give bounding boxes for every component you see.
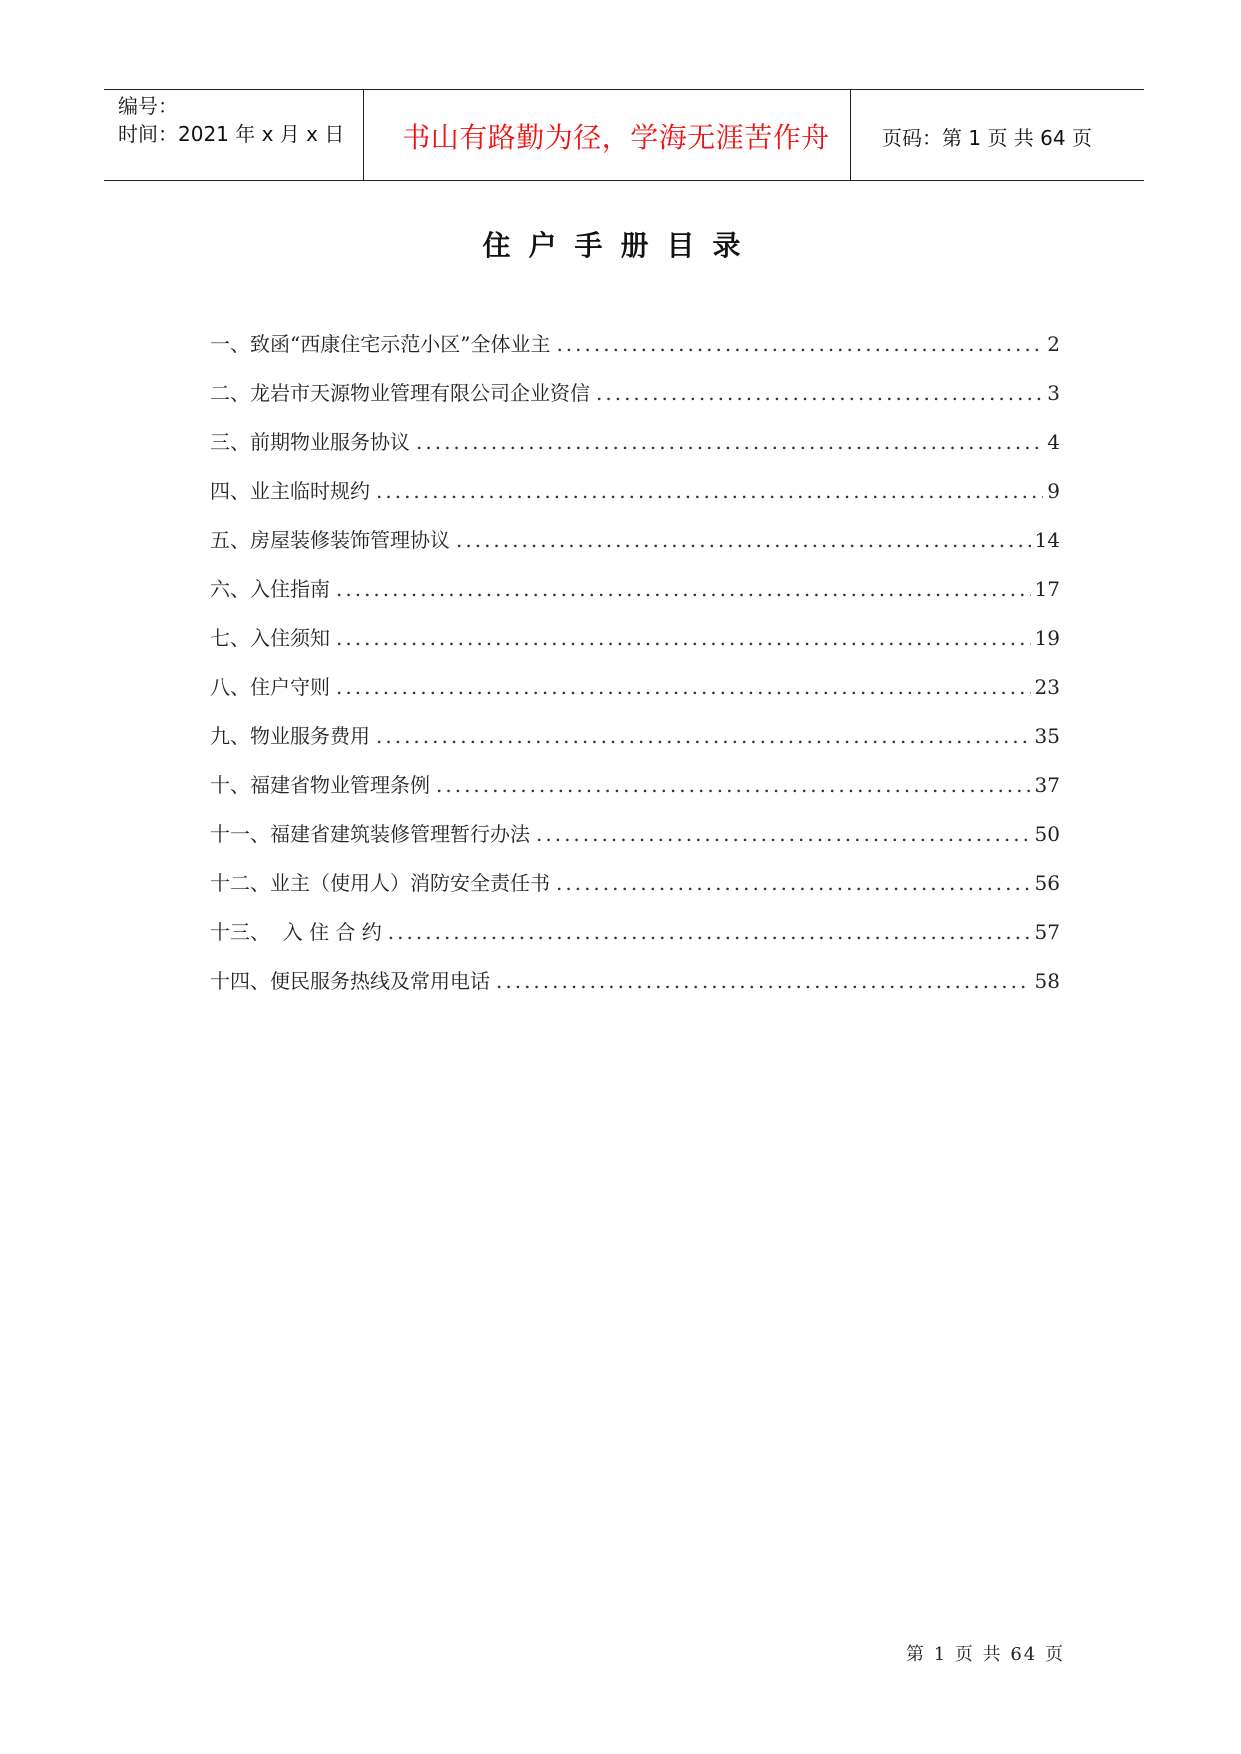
toc-entry-label: 三、前期物业服务协议 <box>210 430 410 454</box>
document-title: 住户手册目录 <box>482 229 759 262</box>
header-divider-left <box>363 90 364 180</box>
toc-entry[interactable] <box>210 671 1060 720</box>
page-footer: 第 1 页 共 64 页 <box>906 1644 1065 1665</box>
toc-entry[interactable] <box>210 524 1060 573</box>
toc-dot-leader <box>416 430 1043 454</box>
header-divider-right <box>850 90 851 180</box>
toc-entry-page-number: 3 <box>1047 381 1060 405</box>
toc-entry-page-number: 37 <box>1034 773 1060 797</box>
toc-dot-leader <box>336 675 1031 699</box>
toc-dot-leader <box>388 920 1031 944</box>
toc-entry-label: 四、业主临时规约 <box>210 479 370 503</box>
document-time-label: 时间：2021 年 x 月 x 日 <box>118 122 345 146</box>
toc-entry-label: 十二、业主（使用人）消防安全责任书 <box>210 871 550 895</box>
toc-entry[interactable] <box>210 818 1060 867</box>
toc-entry[interactable] <box>210 426 1060 475</box>
toc-entry[interactable] <box>210 377 1060 426</box>
toc-entry-label: 十三、 入 住 合 约 <box>210 920 382 944</box>
toc-entry[interactable] <box>210 867 1060 916</box>
toc-entry-label: 十一、福建省建筑装修管理暂行办法 <box>210 822 530 846</box>
toc-entry-page-number: 23 <box>1034 675 1060 699</box>
toc-entry-page-number: 50 <box>1034 822 1060 846</box>
toc-entry[interactable] <box>210 328 1060 377</box>
toc-entry-page-number: 17 <box>1034 577 1060 601</box>
toc-entry-label: 十、福建省物业管理条例 <box>210 773 430 797</box>
toc-dot-leader <box>556 332 1043 356</box>
toc-dot-leader <box>556 871 1031 895</box>
header-page-indicator: 页码：第 1 页 共 64 页 <box>882 125 1092 150</box>
toc-entry-label: 十四、便民服务热线及常用电话 <box>210 969 490 993</box>
header-motto: 书山有路勤为径，学海无涯苦作舟 <box>402 121 830 154</box>
toc-entry[interactable] <box>210 916 1060 965</box>
toc-entry-page-number: 56 <box>1034 871 1060 895</box>
header-meta <box>118 92 344 148</box>
toc-entry-page-number: 4 <box>1047 430 1060 454</box>
toc-dot-leader <box>376 479 1043 503</box>
toc-dot-leader <box>336 626 1031 650</box>
toc-entry-label: 八、住户守则 <box>210 675 330 699</box>
toc-entry-label: 二、龙岩市天源物业管理有限公司企业资信 <box>210 381 590 405</box>
toc-entry[interactable] <box>210 573 1060 622</box>
toc-entry-page-number: 2 <box>1047 332 1060 356</box>
toc-dot-leader <box>436 773 1031 797</box>
toc-dot-leader <box>496 969 1031 993</box>
document-number-label: 编号： <box>118 94 178 118</box>
toc-dot-leader <box>376 724 1031 748</box>
toc-entry[interactable] <box>210 475 1060 524</box>
toc-entry-page-number: 35 <box>1034 724 1060 748</box>
toc-entry-page-number: 19 <box>1034 626 1060 650</box>
toc-entry-label: 七、入住须知 <box>210 626 330 650</box>
toc-dot-leader <box>596 381 1043 405</box>
toc-entry-label: 六、入住指南 <box>210 577 330 601</box>
toc-entry-page-number: 9 <box>1047 479 1060 503</box>
toc-entry[interactable] <box>210 720 1060 769</box>
table-of-contents <box>210 328 1060 1014</box>
toc-entry[interactable] <box>210 622 1060 671</box>
toc-entry-page-number: 58 <box>1034 969 1060 993</box>
toc-entry[interactable] <box>210 769 1060 818</box>
toc-dot-leader <box>456 528 1031 552</box>
toc-dot-leader <box>336 577 1031 601</box>
toc-entry-label: 一、致函“西康住宅示范小区”全体业主 <box>210 332 551 356</box>
toc-dot-leader <box>536 822 1031 846</box>
toc-entry-label: 五、房屋装修装饰管理协议 <box>210 528 450 552</box>
toc-entry-page-number: 14 <box>1034 528 1060 552</box>
toc-entry-label: 九、物业服务费用 <box>210 724 370 748</box>
toc-entry[interactable] <box>210 965 1060 1014</box>
toc-entry-page-number: 57 <box>1034 920 1060 944</box>
page-header <box>104 89 1144 181</box>
